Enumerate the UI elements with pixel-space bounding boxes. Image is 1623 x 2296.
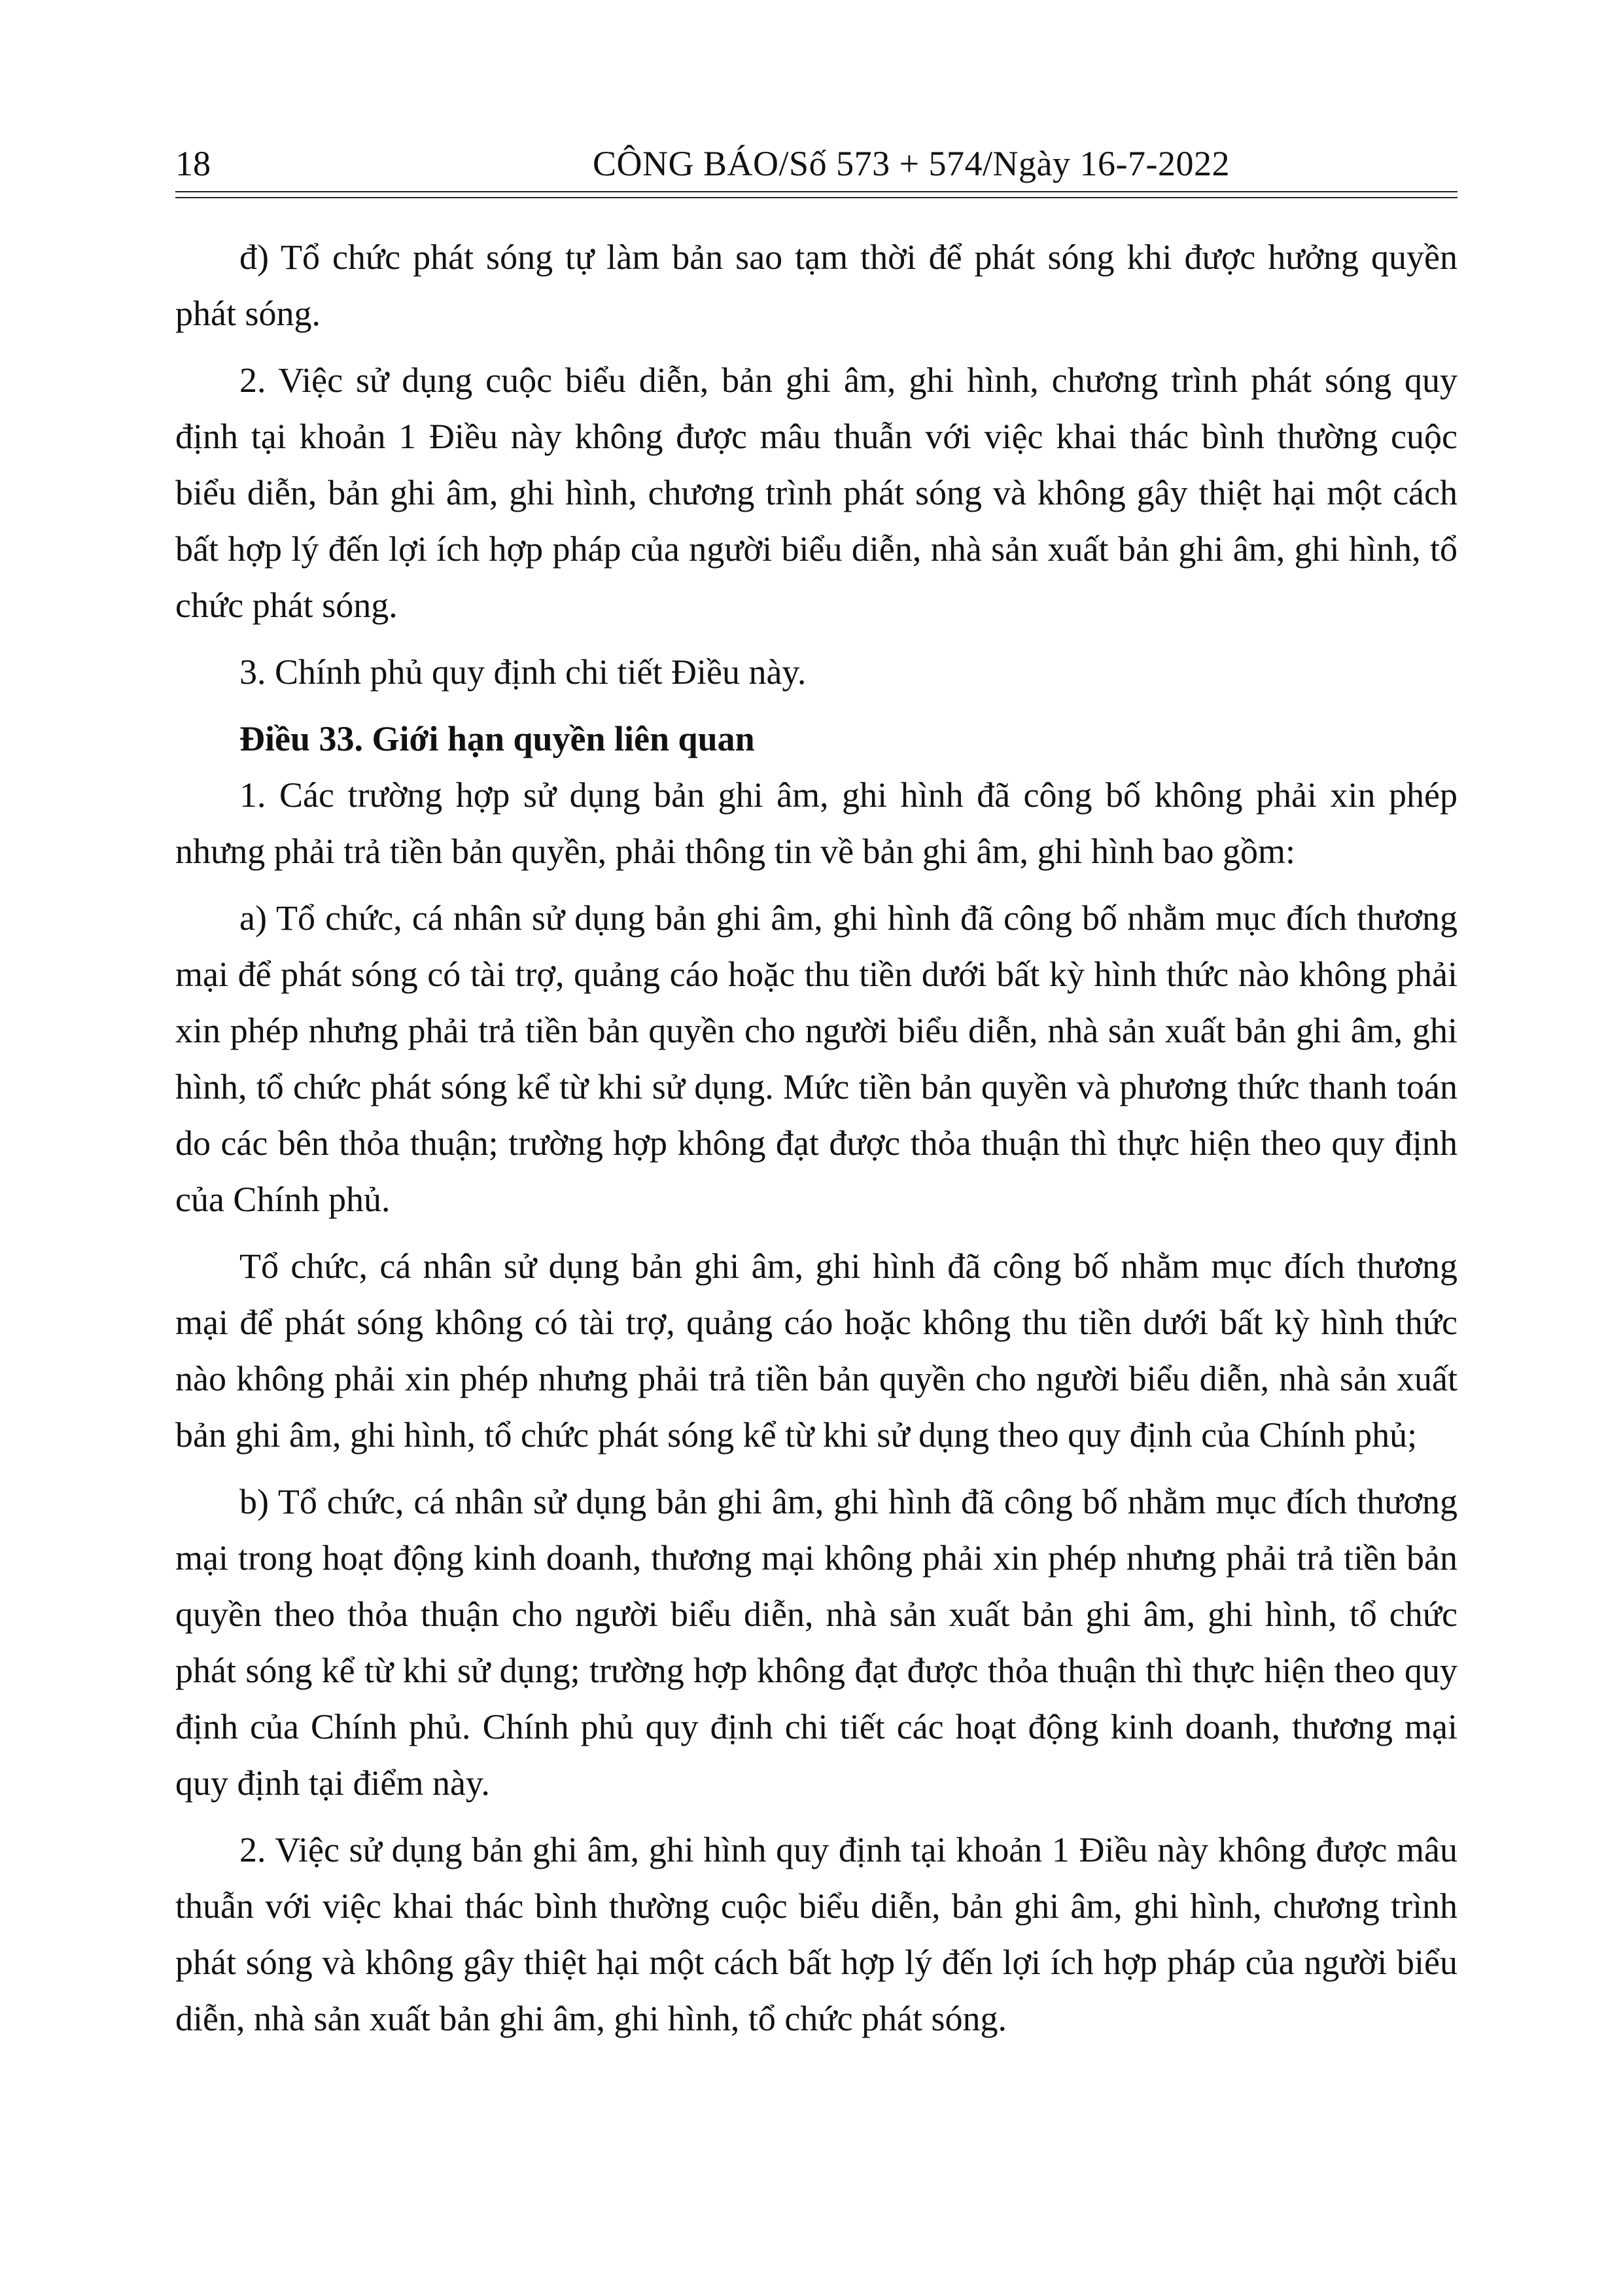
- paragraph-1: đ) Tổ chức phát sóng tự làm bản sao tạm thời để phát sóng khi được hưởng quyền phát sóng.: [175, 238, 1457, 333]
- paragraph-3: 3. Chính phủ quy định chi tiết Điều này.: [239, 652, 807, 692]
- paragraph-8: 2. Việc sử dụng bản ghi âm, ghi hình quy định tại khoản 1 Điều này không được mâu thuẫn với việc khai thác bình thường cuộc biểu diễn, bản ghi âm, ghi hình, chương trình phát sóng và không gây thiệt hại một cách bất hợp lý đến lợi ích hợp pháp của người biểu diễn, nhà sản xuất bản ghi âm, ghi hình, tổ chức phát sóng.: [175, 1830, 1457, 2038]
- page-header: [175, 137, 1457, 196]
- article-heading: Điều 33. Giới hạn quyền liên quan: [239, 719, 755, 758]
- page-number: 18: [175, 144, 211, 183]
- paragraph-5: a) Tổ chức, cá nhân sử dụng bản ghi âm, ghi hình đã công bố nhằm mục đích thương mại để phát sóng có tài trợ, quảng cáo hoặc thu tiền dưới bất kỳ hình thức nào không phải xin phép nhưng phải trả tiền bản quyền cho người biểu diễn, nhà sản xuất bản ghi âm, ghi hình, tổ chức phát sóng kể từ khi sử dụng. Mức tiền bản quyền và phương thức thanh toán do các bên thỏa thuận; trường hợp không đạt được thỏa thuận thì thực hiện theo quy định của Chính phủ.: [175, 898, 1457, 1219]
- paragraph-6: Tổ chức, cá nhân sử dụng bản ghi âm, ghi hình đã công bố nhằm mục đích thương mại để phát sóng không có tài trợ, quảng cáo hoặc không thu tiền dưới bất kỳ hình thức nào không phải xin phép nhưng phải trả tiền bản quyền cho người biểu diễn, nhà sản xuất bản ghi âm, ghi hình, tổ chức phát sóng kể từ khi sử dụng theo quy định của Chính phủ;: [175, 1246, 1457, 1455]
- paragraph-4: 1. Các trường hợp sử dụng bản ghi âm, ghi hình đã công bố không phải xin phép nhưng phải trả tiền bản quyền, phải thông tin về bản ghi âm, ghi hình bao gồm:: [175, 775, 1457, 871]
- header-rule-top: [175, 191, 1457, 192]
- header-rule-bottom: [175, 197, 1457, 198]
- gazette-title: CÔNG BÁO/Số 573 + 574/Ngày 16-7-2022: [593, 144, 1230, 183]
- paragraph-2: 2. Việc sử dụng cuộc biểu diễn, bản ghi âm, ghi hình, chương trình phát sóng quy định tại khoản 1 Điều này không được mâu thuẫn với việc khai thác bình thường cuộc biểu diễn, bản ghi âm, ghi hình, chương trình phát sóng và không gây thiệt hại một cách bất hợp lý đến lợi ích hợp pháp của người biểu diễn, nhà sản xuất bản ghi âm, ghi hình, tổ chức phát sóng.: [175, 361, 1457, 625]
- paragraph-7: b) Tổ chức, cá nhân sử dụng bản ghi âm, ghi hình đã công bố nhằm mục đích thương mại trong hoạt động kinh doanh, thương mại không phải xin phép nhưng phải trả tiền bản quyền theo thỏa thuận cho người biểu diễn, nhà sản xuất bản ghi âm, ghi hình, tổ chức phát sóng kể từ khi sử dụng; trường hợp không đạt được thỏa thuận thì thực hiện theo quy định của Chính phủ. Chính phủ quy định chi tiết các hoạt động kinh doanh, thương mại quy định tại điểm này.: [175, 1482, 1457, 1803]
- document-body: [175, 229, 1457, 2047]
